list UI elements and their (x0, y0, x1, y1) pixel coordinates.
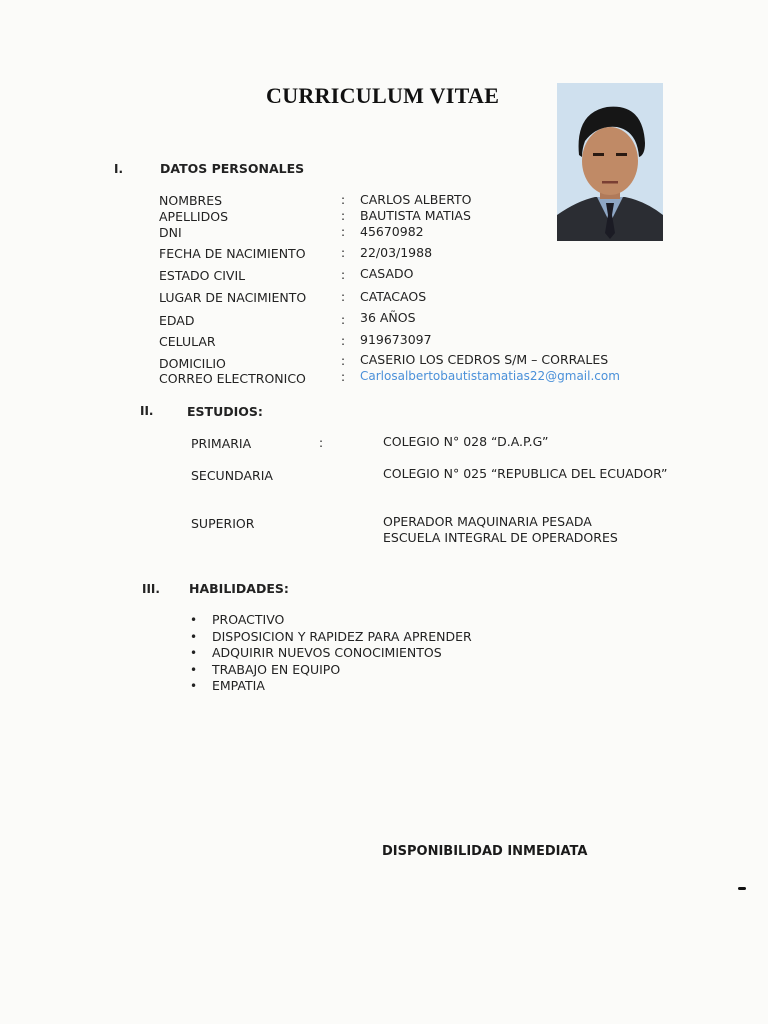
bullet-icon: • (190, 613, 198, 627)
field-label-lugar-nacimiento: LUGAR DE NACIMIENTO (159, 290, 307, 305)
field-label-estado-civil: ESTADO CIVIL (159, 268, 246, 283)
study-value-superior-line1: OPERADOR MAQUINARIA PESADA (383, 514, 592, 529)
skill-item (190, 645, 472, 662)
field-separator: : (341, 246, 346, 260)
skill-text: TRABAJO EN EQUIPO (212, 661, 341, 677)
field-separator: : (341, 193, 346, 207)
field-value-domicilio: CASERIO LOS CEDROS S/M – CORRALES (360, 352, 609, 367)
field-label-correo: CORREO ELECTRONICO (159, 371, 306, 386)
field-separator: : (341, 268, 346, 282)
field-label-nombres: NOMBRES (159, 193, 223, 208)
document-title: CURRICULUM VITAE (266, 83, 500, 108)
bullet-icon: • (190, 629, 198, 644)
skill-item (190, 629, 472, 646)
field-separator: : (341, 313, 346, 327)
field-value-lugar-nacimiento: CATACAOS (360, 289, 427, 304)
section-title-personal: DATOS PERSONALES (160, 161, 305, 176)
study-value-superior-line2: ESCUELA INTEGRAL DE OPERADORES (383, 530, 618, 545)
field-separator: : (341, 290, 346, 304)
skill-item (190, 612, 472, 629)
scan-mark (738, 887, 746, 890)
bullet-icon: • (190, 662, 198, 677)
field-separator: : (341, 370, 346, 384)
section-number-skills: III. (142, 582, 160, 596)
field-label-edad: EDAD (159, 313, 195, 328)
section-title-studies: ESTUDIOS: (187, 404, 263, 419)
field-separator: : (341, 354, 346, 368)
profile-photo (557, 83, 663, 241)
field-label-domicilio: DOMICILIO (159, 356, 226, 371)
study-value-secundaria: COLEGIO N° 025 “REPUBLICA DEL ECUADOR” (383, 466, 668, 481)
study-separator: : (319, 436, 324, 450)
field-label-celular: CELULAR (159, 334, 216, 349)
section-number-studies: II. (140, 404, 154, 418)
skill-text: ADQUIRIR NUEVOS CONOCIMIENTOS (212, 645, 442, 660)
field-value-fecha-nacimiento: 22/03/1988 (360, 245, 433, 260)
availability-note: DISPONIBILIDAD INMEDIATA (382, 844, 588, 859)
field-label-dni: DNI (159, 225, 182, 240)
skills-list (190, 612, 472, 695)
study-label-primaria: PRIMARIA (191, 436, 252, 451)
field-value-dni: 45670982 (360, 224, 424, 239)
skill-text: DISPOSICION Y RAPIDEZ PARA APRENDER (212, 628, 472, 644)
study-label-secundaria: SECUNDARIA (191, 468, 273, 483)
section-title-skills: HABILIDADES: (189, 581, 289, 596)
skill-text: EMPATIA (212, 678, 265, 693)
study-label-superior: SUPERIOR (191, 516, 255, 531)
section-number-personal: I. (114, 162, 124, 176)
field-separator: : (341, 209, 346, 223)
field-value-correo: Carlosalbertobautistamatias22@gmail.com (360, 369, 620, 383)
skill-text: PROACTIVO (212, 612, 285, 627)
bullet-icon: • (190, 679, 198, 693)
field-label-apellidos: APELLIDOS (159, 209, 229, 224)
field-value-apellidos: BAUTISTA MATIAS (360, 208, 471, 223)
skill-item (190, 678, 472, 695)
field-separator: : (341, 334, 346, 348)
field-value-estado-civil: CASADO (360, 266, 414, 281)
field-separator: : (341, 225, 346, 239)
bullet-icon: • (190, 646, 198, 660)
field-value-nombres: CARLOS ALBERTO (360, 192, 472, 207)
field-value-edad: 36 AÑOS (360, 310, 416, 325)
field-value-celular: 919673097 (360, 332, 432, 347)
study-value-primaria: COLEGIO N° 028 “D.A.P.G” (383, 434, 549, 449)
field-label-fecha-nacimiento: FECHA DE NACIMIENTO (159, 246, 306, 261)
skill-item (190, 662, 472, 679)
